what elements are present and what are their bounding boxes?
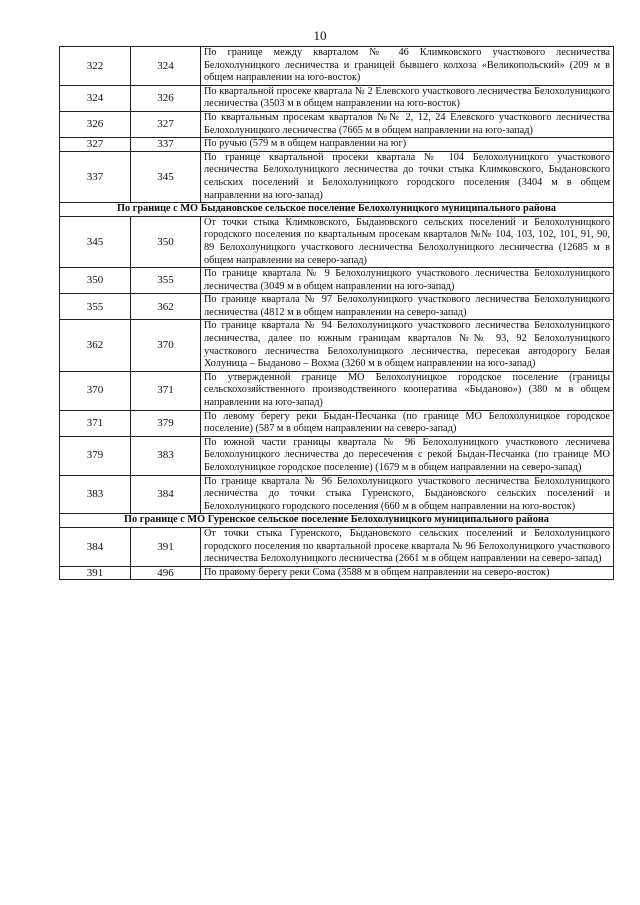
point-from-cell: 371	[60, 410, 131, 436]
point-from-cell: 383	[60, 475, 131, 514]
point-to-cell: 391	[131, 527, 201, 566]
boundary-description-cell: По границе квартала № 97 Белохолуницкого участкового лесничества Белохолуницкого лесничества (4812 м в общем направлении на северо-запад)	[201, 294, 614, 320]
boundary-description-cell: От точки стыка Климковского, Быдановского сельских поселений и Белохолуницкого городского поселения по квартальным просекам кварталов №№ 104, 103, 102, 101, 91, 90, 89 Белохолуницкого участкового лесничества Белохолуницкого лесничества (12685 м в общем направлении на северо-запад)	[201, 216, 614, 267]
point-from-cell: 379	[60, 436, 131, 475]
table-row	[60, 268, 614, 294]
table-row	[60, 85, 614, 111]
boundary-description-cell: По границе квартала № 9 Белохолуницкого участкового лесничества Белохолуницкого лесничества (3049 м в общем направлении на юго-запад)	[201, 268, 614, 294]
point-from-cell: 391	[60, 566, 131, 580]
point-to-cell: 327	[131, 111, 201, 137]
point-from-cell: 384	[60, 527, 131, 566]
point-to-cell: 337	[131, 138, 201, 152]
point-to-cell: 324	[131, 47, 201, 86]
point-to-cell: 370	[131, 320, 201, 371]
table-row	[60, 216, 614, 267]
boundary-description-cell: По правому берегу реки Сома (3588 м в общем направлении на северо-восток)	[201, 566, 614, 580]
point-from-cell: 327	[60, 138, 131, 152]
table-row	[60, 151, 614, 202]
point-from-cell: 355	[60, 294, 131, 320]
table-row	[60, 436, 614, 475]
point-to-cell: 371	[131, 371, 201, 410]
boundary-description-cell: По границе квартала № 94 Белохолуницкого участкового лесничества Белохолуницкого лесничества, далее по южным границам кварталов №№ 93, 92 Белохолуницкого участкового лесничества Белохолуницкого лесничества, пересекая автодорогу Белая Холуница – Быданово – Вохма (3260 м в общем направлении на юго-запад)	[201, 320, 614, 371]
point-from-cell: 345	[60, 216, 131, 267]
point-from-cell: 326	[60, 111, 131, 137]
boundary-table	[59, 46, 614, 580]
point-to-cell: 355	[131, 268, 201, 294]
table-row	[60, 410, 614, 436]
point-from-cell: 350	[60, 268, 131, 294]
point-to-cell: 345	[131, 151, 201, 202]
point-to-cell: 496	[131, 566, 201, 580]
table-row	[60, 527, 614, 566]
point-to-cell: 383	[131, 436, 201, 475]
boundary-description-cell: По южной части границы квартала № 96 Белохолуницкого участкового лесничева Белохолуницкого лесничества до пересечения с рекой Быдан-Песчанка (по границе МО Белохолуницкое городское поселение) (1679 м в общем направлении на северо-запад)	[201, 436, 614, 475]
boundary-description-cell: По утвержденной границе МО Белохолуницкое городское поселение (границы сельскохозяйственного производственного кооператива «Быданово») (380 м в общем направлении на юго-запад)	[201, 371, 614, 410]
point-from-cell: 370	[60, 371, 131, 410]
point-to-cell: 350	[131, 216, 201, 267]
boundary-description-cell: По границе квартала № 96 Белохолуницкого участкового лесничества Белохолуницкого лесничества до точки стыка Гуренского, Быдановского сельских поселений и Белохолуницкого городского поселения (660 м в общем направлении на юго-восток)	[201, 475, 614, 514]
point-from-cell: 362	[60, 320, 131, 371]
table-row	[60, 138, 614, 152]
page-number: 10	[313, 28, 327, 43]
point-from-cell: 324	[60, 85, 131, 111]
table-row	[60, 320, 614, 371]
section-heading-row	[60, 514, 614, 528]
boundary-description-cell: По границе квартальной просеки квартала № 104 Белохолуницкого участкового лесничества Белохолуницкого лесничества до точки стыка Климковского, Быдановского сельских поселений и Белохолуницкого городского поселения (3404 м в общем направлении на юго-запад)	[201, 151, 614, 202]
boundary-table-body	[60, 47, 614, 580]
point-to-cell: 362	[131, 294, 201, 320]
boundary-description-cell: По левому берегу реки Быдан-Песчанка (по границе МО Белохолуницкое городское поселение) (587 м в общем направлении на северо-запад)	[201, 410, 614, 436]
boundary-description-cell: По границе между кварталом № 46 Климковского участкового лесничества Белохолуницкого лесничества и границей бывшего колхоза «Великопольский» (209 м в общем направлении на юго-восток)	[201, 47, 614, 86]
table-row	[60, 294, 614, 320]
point-to-cell: 326	[131, 85, 201, 111]
boundary-description-cell: По квартальным просекам кварталов №№ 2, 12, 24 Елевского участкового лесничества Белохолуницкого лесничества (7665 м в общем направлении на юго-запад)	[201, 111, 614, 137]
section-heading: По границе с МО Гуренское сельское поселение Белохолуницкого муниципального района	[60, 514, 614, 528]
point-to-cell: 384	[131, 475, 201, 514]
table-row	[60, 47, 614, 86]
section-heading: По границе с МО Быдановское сельское поселение Белохолуницкого муниципального района	[60, 203, 614, 217]
boundary-description-cell: По ручью (579 м в общем направлении на юг)	[201, 138, 614, 152]
table-row	[60, 566, 614, 580]
point-to-cell: 379	[131, 410, 201, 436]
boundary-description-cell: От точки стыка Гуренского, Быдановского сельских поселений и Белохолуницкого городского поселения по квартальной просеке квартала № 96 Белохолуницкого участкового лесничества Белохолуницкого лесничества (2661 м в общем направлении на северо-запад)	[201, 527, 614, 566]
table-row	[60, 371, 614, 410]
boundary-description-cell: По квартальной просеке квартала № 2 Елевского участкового лесничества Белохолуницкого лесничества (3503 м в общем направлении на юго-восток)	[201, 85, 614, 111]
section-heading-row	[60, 203, 614, 217]
point-from-cell: 322	[60, 47, 131, 86]
table-row	[60, 111, 614, 137]
point-from-cell: 337	[60, 151, 131, 202]
table-row	[60, 475, 614, 514]
